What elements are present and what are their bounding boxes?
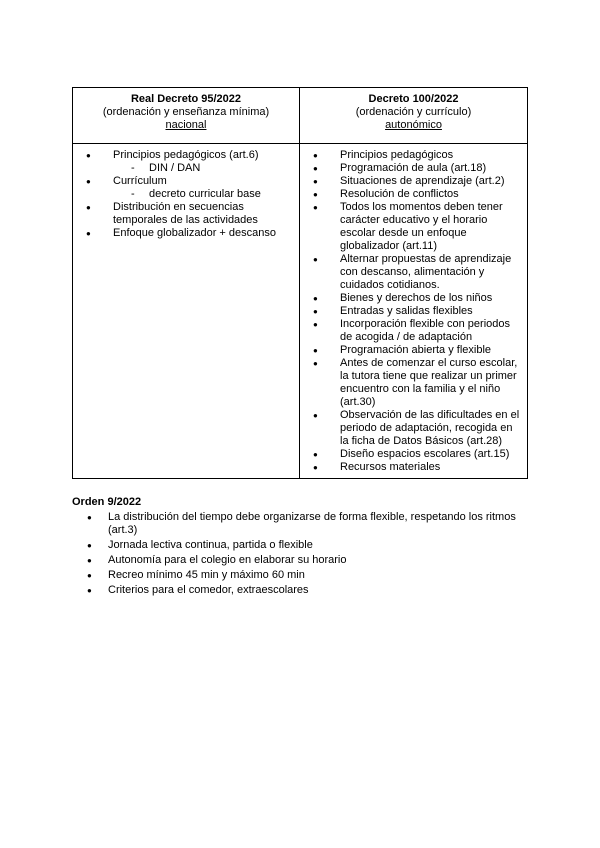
table-header-row (73, 88, 528, 144)
header-cell-autonomico (300, 88, 528, 144)
header-cell-nacional (73, 88, 300, 144)
list-item-text: Distribución en secuencias temporales de las actividades (113, 201, 258, 226)
list-item: ● Principios pedagógicos (300, 149, 521, 162)
list-item: ● Recreo mínimo 45 min y máximo 60 min (72, 569, 532, 582)
left-scope: nacional (165, 119, 207, 131)
list-item-text: Principios pedagógicos (art.6) (113, 149, 259, 161)
list-item: ● Resolución de conflictos (300, 188, 521, 201)
list-item: ● Jornada lectiva continua, partida o flexible (72, 539, 532, 552)
list-item: ● Criterios para el comedor, extraescolares (72, 584, 532, 597)
orden-list (72, 511, 532, 597)
list-item: ● Diseño espacios escolares (art.15) (300, 448, 521, 461)
list-item: ● Incorporación flexible con periodos de acogida / de adaptación (300, 318, 521, 344)
orden-section (72, 496, 532, 599)
list-item (73, 227, 293, 240)
list-item: ● Bienes y derechos de los niños (300, 292, 521, 305)
table-body-row (73, 144, 528, 479)
sub-list (113, 162, 293, 175)
body-cell-autonomico (300, 144, 528, 479)
list-item-text: Currículum (113, 175, 167, 187)
list-item (73, 201, 293, 227)
list-item: ● Autonomía para el colegio en elaborar su horario (72, 554, 532, 567)
sub-list-item: - decreto curricular base (113, 188, 293, 201)
list-item: ● La distribución del tiempo debe organizarse de forma flexible, respetando los ritmos (art.3) (72, 511, 532, 537)
sub-list (113, 188, 293, 201)
right-subtitle: (ordenación y currículo) (355, 106, 472, 118)
list-item-text: Enfoque globalizador + descanso (113, 227, 276, 239)
list-item: ● Alternar propuestas de aprendizaje con descanso, alimentación y cuidados cotidianos. (300, 253, 521, 292)
left-subtitle: (ordenación y enseñanza mínima) (102, 106, 270, 118)
list-item: ● Recursos materiales (300, 461, 521, 474)
list-item: ● Antes de comenzar el curso escolar, la tutora tiene que realizar un primer encuentro con la familia y el niño (art.30) (300, 357, 521, 409)
comparison-table (72, 87, 528, 479)
list-item: ● Entradas y salidas flexibles (300, 305, 521, 318)
list-item (73, 149, 293, 175)
left-title: Real Decreto 95/2022 (130, 93, 242, 105)
list-item: ● Situaciones de aprendizaje (art.2) (300, 175, 521, 188)
list-item: ● Programación de aula (art.18) (300, 162, 521, 175)
right-scope: autonómico (385, 119, 442, 131)
list-item (73, 175, 293, 201)
list-item: ● Todos los momentos deben tener carácter educativo y el horario escolar desde un enfoque globalizador (art.11) (300, 201, 521, 253)
sub-list-item: - DIN / DAN (113, 162, 293, 175)
body-cell-nacional (73, 144, 300, 479)
right-title: Decreto 100/2022 (368, 93, 459, 105)
right-list (300, 149, 521, 474)
orden-title: Orden 9/2022 (72, 496, 142, 508)
left-list (73, 149, 293, 240)
list-item: ● Observación de las dificultades en el periodo de adaptación, recogida en la ficha de Datos Básicos (art.28) (300, 409, 521, 448)
list-item: ● Programación abierta y flexible (300, 344, 521, 357)
